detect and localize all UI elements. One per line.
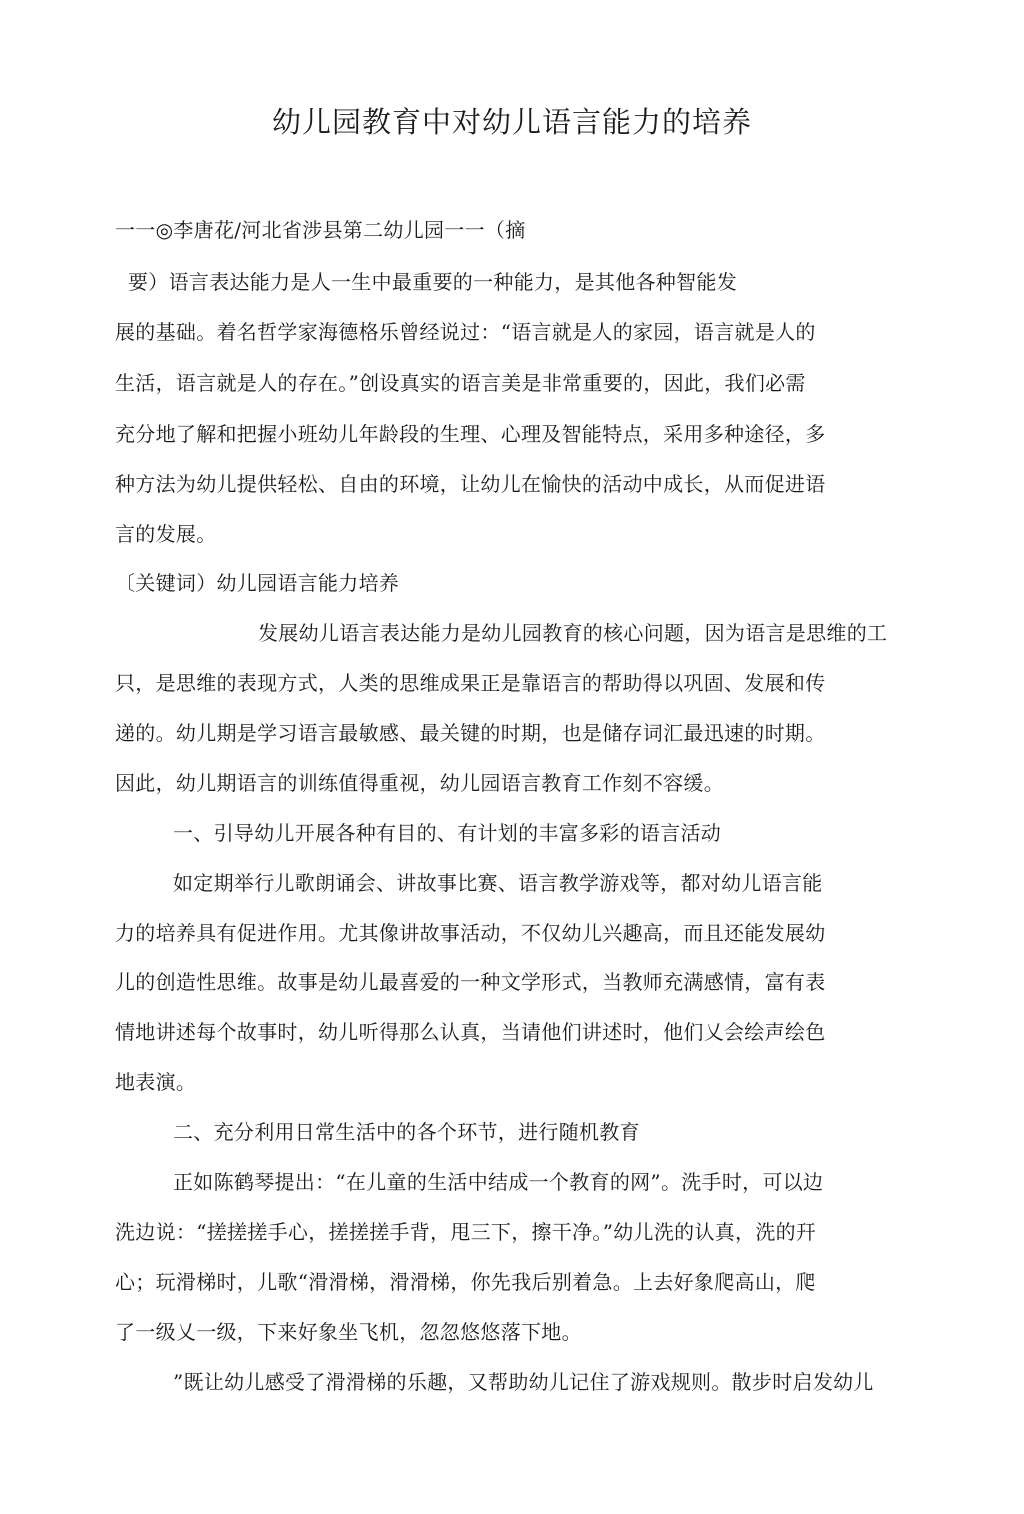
paragraph-line: ”既让幼儿感受了滑滑梯的乐趣，又帮助幼儿记住了游戏规则。散步时启发幼儿: [173, 1370, 874, 1394]
abstract-line: 充分地了解和把握小班幼儿年龄段的生理、心理及智能特点，采用多种途径，多: [115, 422, 826, 446]
paragraph-line: 因此，幼儿期语言的训练值得重视，幼儿园语言教育工作刻不容缓。: [115, 771, 724, 795]
keywords-line: 〔关键词）幼儿园语言能力培养: [115, 571, 400, 595]
paragraph-line: 只，是思维的表现方式，人类的思维成果正是靠语言的帮助得以巩固、发展和传: [115, 671, 826, 695]
abstract-line: 言的发展。: [115, 522, 217, 546]
paragraph-line: 情地讲述每个故事时，幼儿听得那么认真，当请他们讲述时，他们乂会绘声绘色: [115, 1020, 826, 1044]
paragraph-line: 递的。幼儿期是学习语言最敏感、最关键的时期，也是储存词汇最迅速的时期。: [115, 721, 826, 745]
document-title: 幼儿园教育中对幼儿语言能力的培养: [271, 105, 752, 139]
paragraph-line: 正如陈鹤琴提出：“在儿童的生活中结成一个教育的网”。洗手时，可以边: [173, 1170, 824, 1194]
abstract-line: 展的基础。着名哲学家海德格乐曾经说过：“语言就是人的家园，语言就是人的: [115, 320, 816, 344]
abstract-line: 种方法为幼儿提供轻松、自由的环境，让幼儿在愉快的活动中成长，从而促进语: [115, 472, 826, 496]
paragraph-line: 心；玩滑梯时，儿歌“滑滑梯，滑滑梯，你先我后别着急。上去好象爬高山，爬: [115, 1270, 816, 1294]
abstract-line: 生活，语言就是人的存在。”创设真实的语言美是非常重要的，因此，我们必需: [115, 371, 806, 395]
paragraph-line: 洗边说：“搓搓搓手心，搓搓搓手背，甩三下，擦干净。”幼儿洗的认真，洗的幵: [115, 1220, 817, 1244]
paragraph-line: 发展幼儿语言表达能力是幼儿园教育的核心问题，因为语言是思维的工: [258, 621, 888, 645]
paragraph-line: 儿的创造性思维。故事是幼儿最喜爱的一种文学形式，当教师充满感情，富有表: [115, 970, 826, 994]
paragraph-line: 地表演。: [115, 1070, 197, 1094]
paragraph-line: 了一级乂一级，下来好象坐飞机，忽忽悠悠落下地。: [115, 1320, 582, 1344]
paragraph-line: 如定期举行儿歌朗诵会、讲故事比赛、语言教学游戏等，都对幼儿语言能: [173, 871, 823, 895]
paragraph-line: 力的培养具有促进作用。尤其像讲故事活动，不仅幼儿兴趣高，而且还能发展幼: [115, 921, 826, 945]
author-line: 一一◎李唐花/河北省涉县第二幼儿园一一（摘: [115, 218, 526, 242]
section-heading: 一、引导幼儿开展各种有目的、有计划的丰富多彩的语言活动: [173, 821, 722, 845]
section-heading: 二、充分利用日常生活中的各个环节，进行随机教育: [173, 1120, 640, 1144]
abstract-line: 要）语言表达能力是人一生中最重要的一种能力，是其他各种智能发: [128, 270, 737, 294]
